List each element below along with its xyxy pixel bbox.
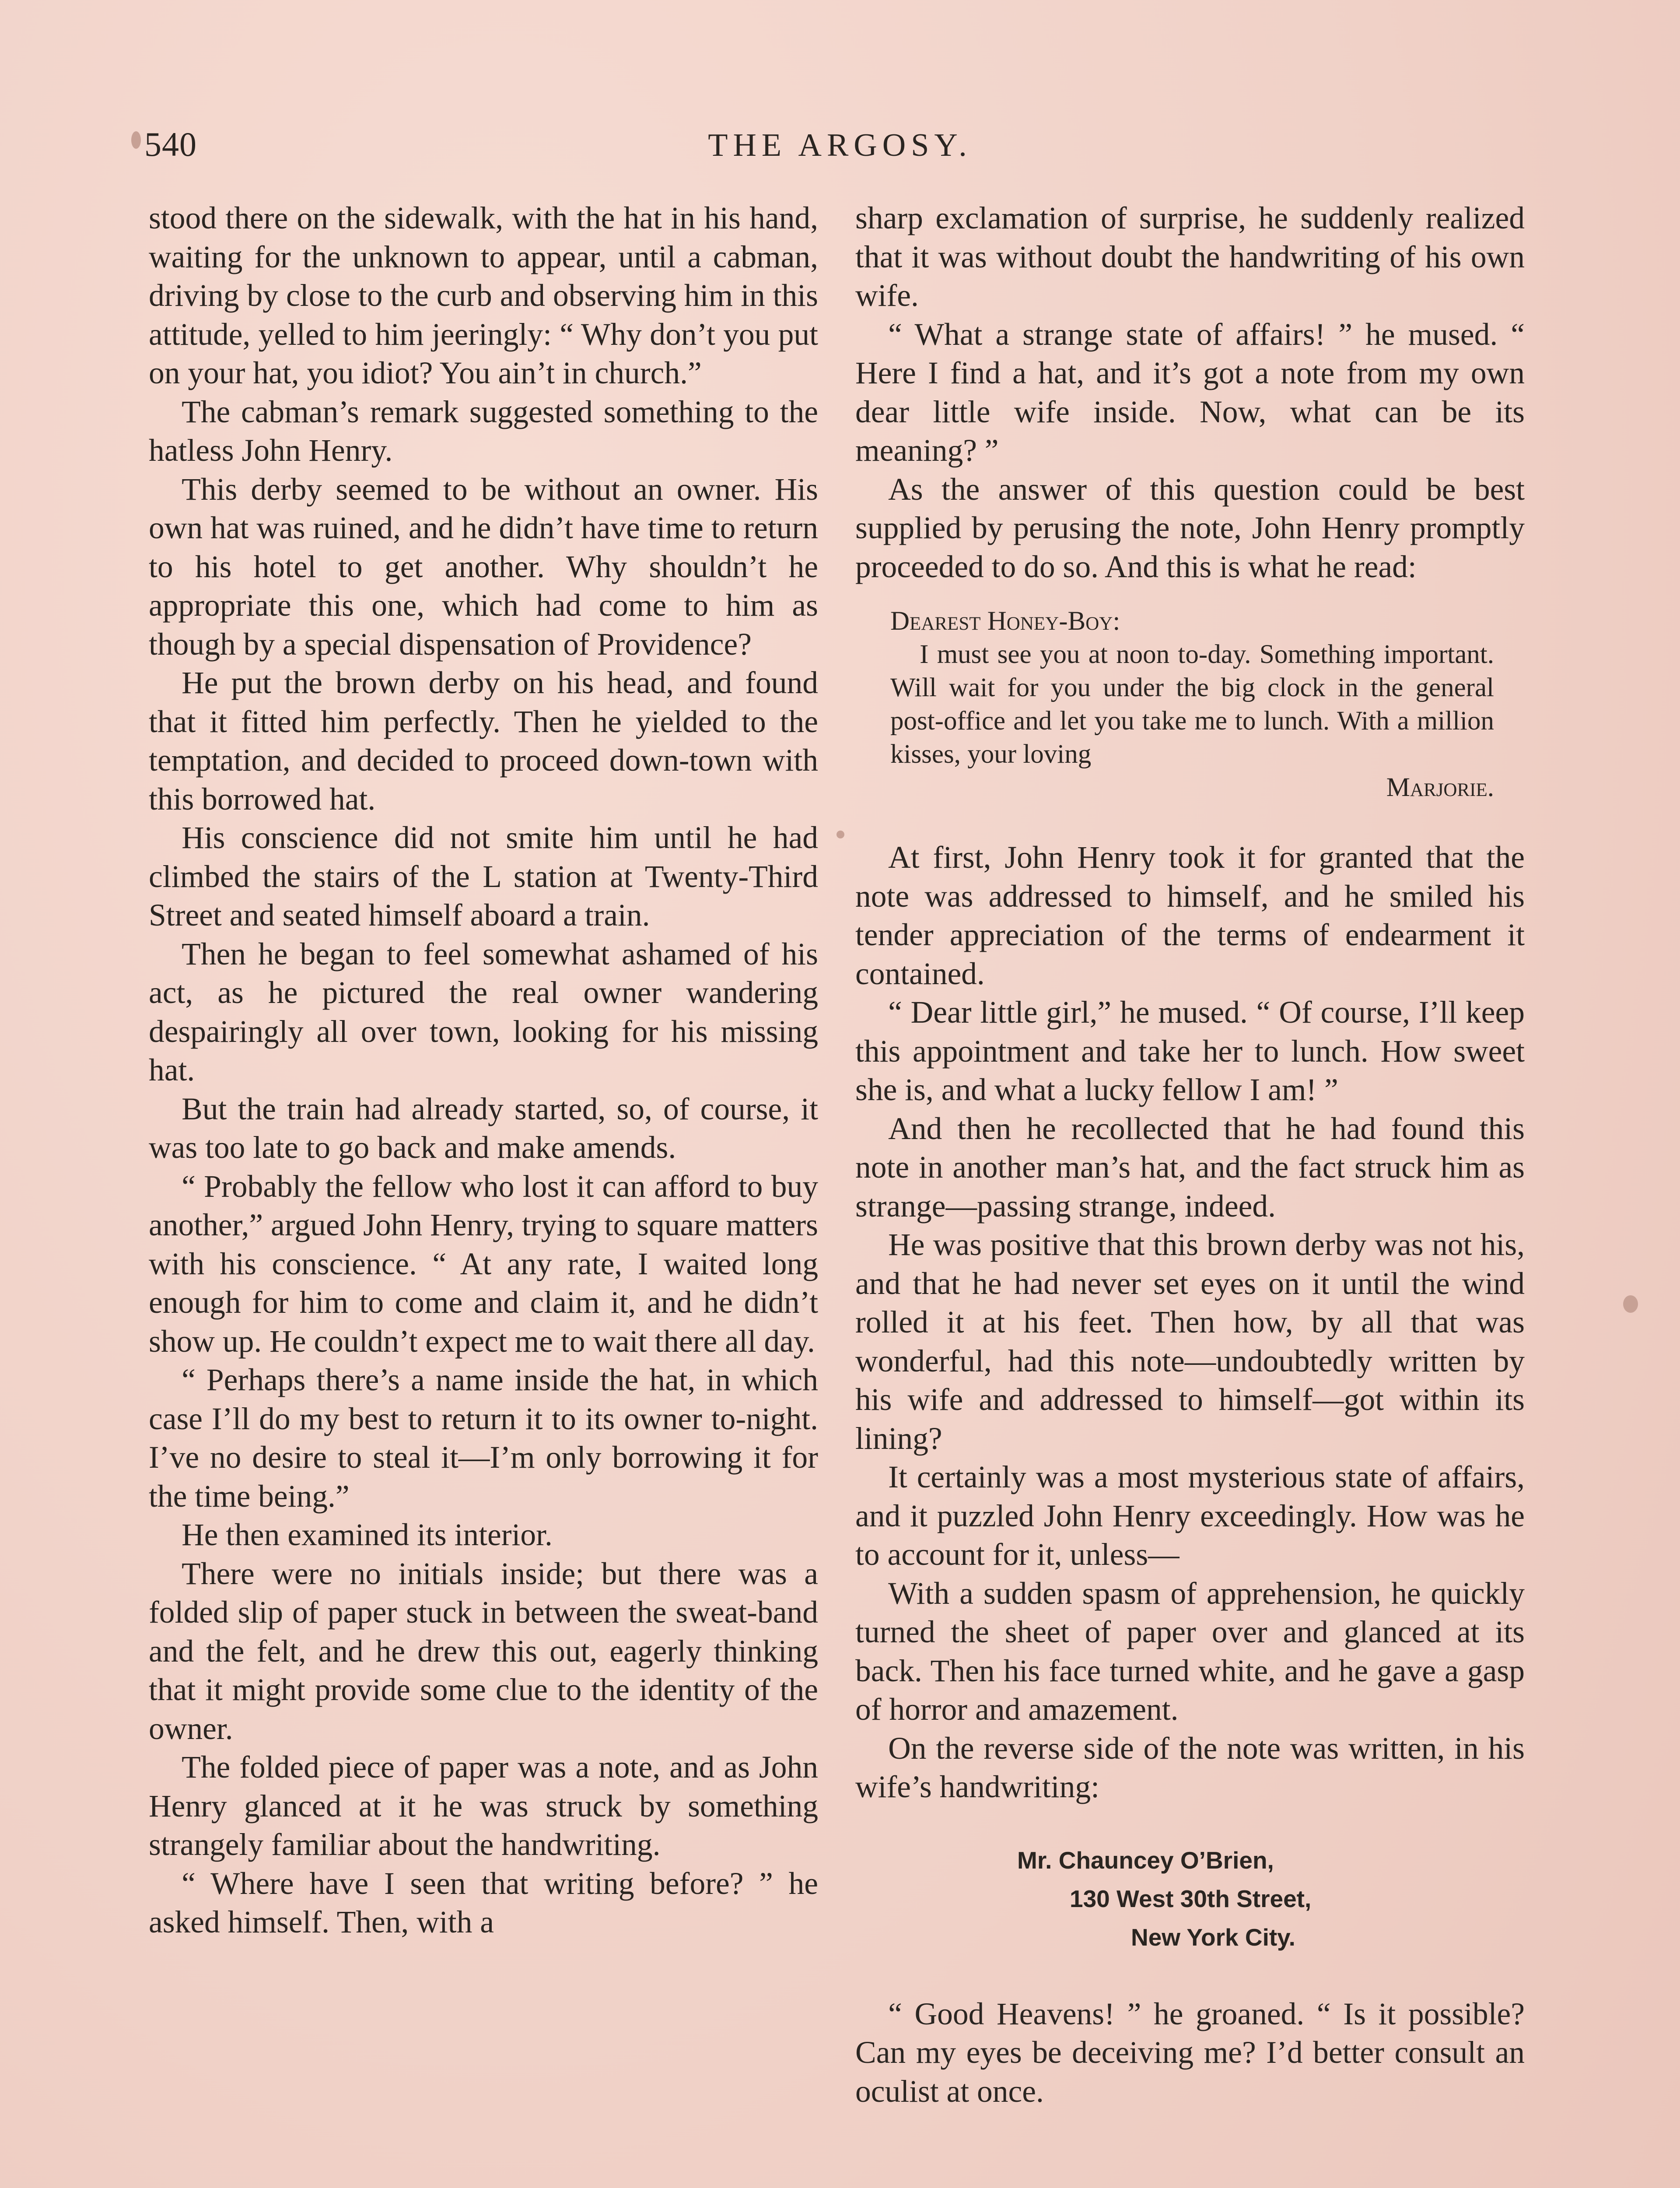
paragraph: He put the brown derby on his head, and found that it fitted him perfectly. Then he yielded to the temptation, and decided to proceed down-town with this borrowed hat. [149, 666, 818, 817]
paragraph: “ Good Heavens! ” he groaned. “ Is it possible? Can my eyes be deceiving me? I’d better consult an oculist at once. [855, 1996, 1525, 2109]
paper-speck [131, 131, 141, 149]
paragraph: He then examined its interior. [182, 1518, 553, 1552]
paragraph: But the train had already started, so, of course, it was too late to go back and make amends. [149, 1091, 818, 1165]
paragraph: There were no initials inside; but there was a folded slip of paper stuck in between the sweat-band and the felt, and he drew this out, eagerly thinking that it might provide some clue to the identity of the owner. [149, 1556, 818, 1746]
paragraph: And then he recollected that he had found this note in another man’s hat, and the fact struck him as strange—passing strange, indeed. [855, 1111, 1525, 1224]
paragraph: stood there on the sidewalk, with the hat in his hand, waiting for the unknown to appear, until a cabman, driving by close to the curb and observing him in this attitude, yelled to him jeeringly: “ Why don’t you put on your hat, you idiot? You ain’t in church.” [149, 201, 818, 390]
address-block [855, 1841, 1525, 1957]
paragraph: He was positive that this brown derby was not his, and that he had never set eyes on it until the wind rolled it at his feet. Then how, by all that was wonderful, had this note—undoubtedly written by his wife and addressed to himself—got within its lining? [855, 1227, 1525, 1456]
page-number: 540 [144, 125, 197, 163]
address-line: Mr. Chauncey O’Brien, [1017, 1846, 1274, 1874]
paragraph: This derby seemed to be without an owner. His own hat was ruined, and he didn’t have time to return to his hotel to get another. Why shouldn’t he appropriate this one, which had come to him as though by a special dispensation of Providence? [149, 472, 818, 662]
paragraph: “ Probably the fellow who lost it can afford to buy another,” argued John Henry, trying to square matters with his conscience. “ At any rate, I waited long enough for him to come and claim it, and he didn’t show up. He couldn’t expect me to wait there all day. [149, 1169, 818, 1359]
note-salutation: Dearest Honey-Boy: [890, 607, 1120, 636]
paper-speck [836, 831, 844, 838]
paragraph: On the reverse side of the note was written, in his wife’s handwriting: [855, 1731, 1525, 1804]
address-line: 130 West 30th Street, [1070, 1885, 1312, 1912]
address-line: New York City. [1131, 1923, 1295, 1951]
left-column [149, 199, 818, 1942]
paragraph: With a sudden spasm of apprehension, he quickly turned the sheet of paper over and glanced at its back. Then his face turned white, and he gave a gasp of horror and amazement. [855, 1576, 1525, 1727]
paragraph: Then he began to feel somewhat ashamed of his act, as he pictured the real owner wandering despairingly all over town, looking for his missing hat. [149, 936, 818, 1087]
quoted-note [890, 605, 1494, 804]
paragraph: “ Dear little girl,” he mused. “ Of course, I’ll keep this appointment and take her to lunch. How sweet she is, and what a lucky fellow I am! ” [855, 995, 1525, 1107]
paragraph: The folded piece of paper was a note, and as John Henry glanced at it he was struck by something strangely familiar about the handwriting. [149, 1750, 818, 1862]
right-column [855, 199, 1525, 2111]
running-title: THE ARGOSY. [708, 127, 972, 163]
paragraph: His conscience did not smite him until he had climbed the stairs of the L station at Twenty-Third Street and seated himself aboard a train. [149, 820, 818, 933]
note-signature: Marjorie. [1386, 773, 1494, 802]
paper-speck [1623, 1295, 1638, 1313]
paragraph: As the answer of this question could be best supplied by perusing the note, John Henry promptly proceeded to do so. And this is what he read: [855, 472, 1525, 584]
note-body: I must see you at noon to-day. Something important. Will wait for you under the big clock in the general post-office and let you take me to lunch. With a million kisses, your loving [890, 640, 1494, 769]
paragraph: It certainly was a most mysterious state of affairs, and it puzzled John Henry exceedingly. How was he to account for it, unless— [855, 1460, 1525, 1572]
paragraph: “ Perhaps there’s a name inside the hat, in which case I’ll do my best to return it to its owner to-night. I’ve no desire to steal it—I’m only borrowing it for the time being.” [149, 1363, 818, 1514]
paragraph: sharp exclamation of surprise, he suddenly realized that it was without doubt the handwriting of his own wife. [855, 201, 1525, 313]
paragraph: The cabman’s remark suggested something to the hatless John Henry. [149, 394, 818, 468]
paragraph: At first, John Henry took it for granted that the note was addressed to himself, and he smiled his tender appreciation of the terms of endearment it contained. [855, 840, 1525, 991]
paragraph: “ What a strange state of affairs! ” he mused. “ Here I find a hat, and it’s got a note from my own dear little wife inside. Now, what can be its meaning? ” [855, 317, 1525, 468]
paragraph: “ Where have I seen that writing before? ” he asked himself. Then, with a [149, 1866, 818, 1939]
